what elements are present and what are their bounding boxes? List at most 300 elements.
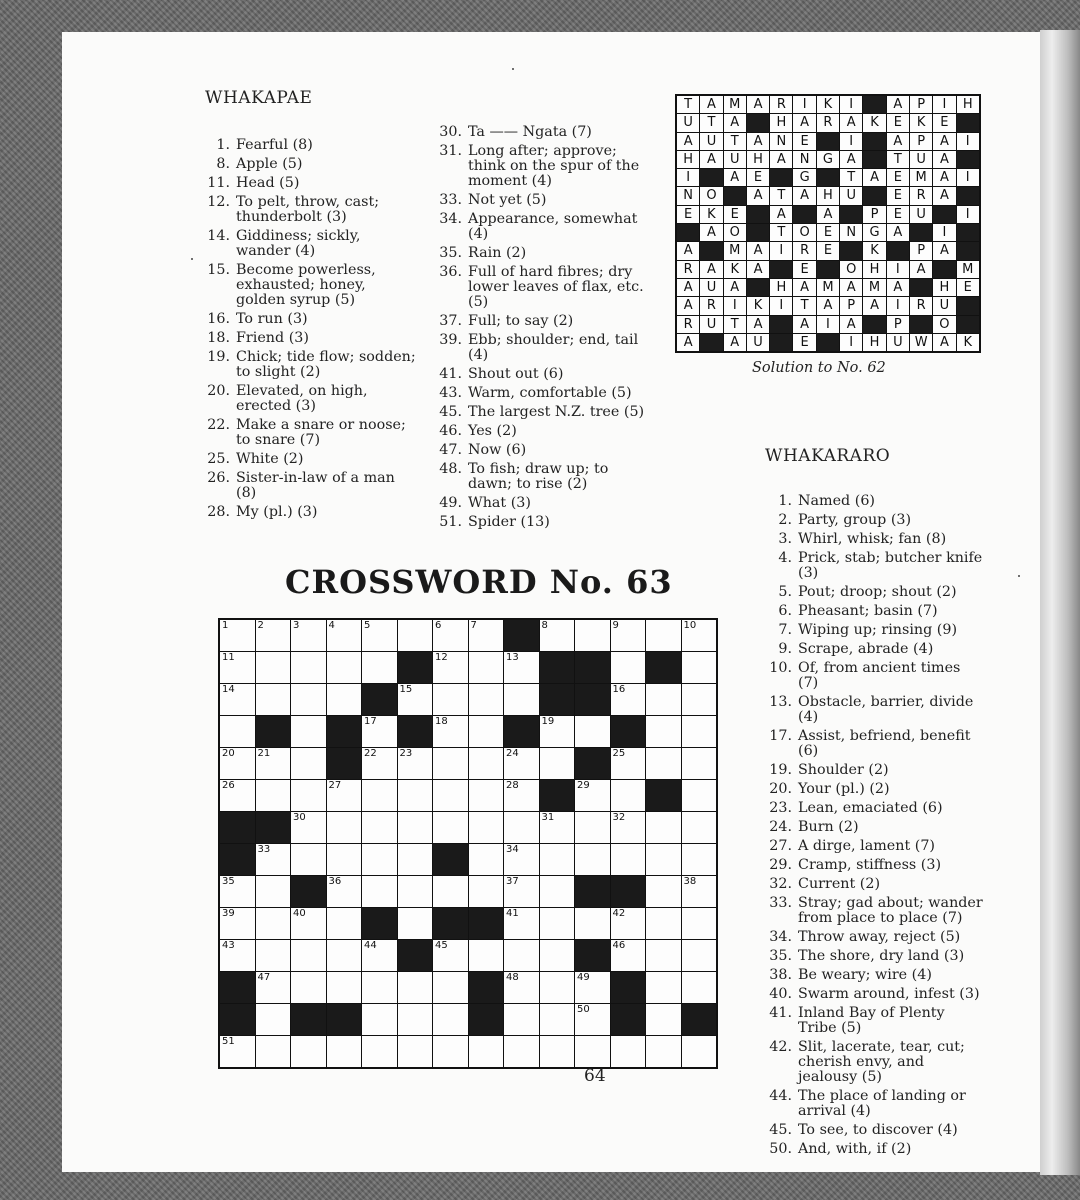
grid-cell[interactable] (504, 748, 539, 779)
grid-cell[interactable] (327, 812, 362, 843)
solution-cell: K (910, 114, 932, 131)
grid-cell-number: 25 (612, 748, 626, 759)
grid-cell[interactable] (327, 844, 362, 875)
clue-item (762, 782, 984, 797)
solution-cell: A (747, 133, 769, 150)
clue-text: Be weary; wire (4) (798, 967, 932, 983)
grid-cell-black (327, 1004, 362, 1035)
grid-cell[interactable] (575, 812, 610, 843)
grid-cell[interactable] (611, 620, 646, 651)
solution-cell-black (747, 206, 769, 223)
solution-cell: A (887, 224, 909, 241)
grid-cell[interactable] (433, 716, 468, 747)
grid-cell[interactable] (575, 1036, 610, 1067)
grid-cell[interactable] (327, 876, 362, 907)
grid-cell[interactable] (611, 1036, 646, 1067)
grid-cell[interactable] (504, 812, 539, 843)
grid-cell[interactable] (291, 716, 326, 747)
solution-cell: U (700, 133, 722, 150)
grid-cell-number: 32 (612, 812, 626, 823)
grid-cell[interactable] (504, 780, 539, 811)
grid-cell-black (611, 876, 646, 907)
grid-cell-number: 3 (293, 620, 300, 631)
clue-text: What (3) (468, 495, 531, 511)
grid-cell[interactable] (362, 780, 397, 811)
grid-cell-black (398, 716, 433, 747)
grid-cell[interactable] (469, 652, 504, 683)
crossword-grid (218, 618, 718, 1069)
clue-text: Full of hard fibres; dry lower leaves of flax, etc. (5) (468, 264, 644, 310)
grid-cell-number: 34 (506, 844, 519, 855)
solution-cell: I (724, 297, 746, 314)
grid-cell[interactable] (682, 620, 717, 651)
grid-cell-number: 49 (577, 972, 590, 983)
solution-cell: A (700, 96, 722, 113)
grid-cell[interactable] (646, 1004, 681, 1035)
solution-cell: I (957, 133, 979, 150)
grid-cell[interactable] (362, 940, 397, 971)
grid-cell[interactable] (433, 1004, 468, 1035)
grid-cell[interactable] (540, 1036, 575, 1067)
grid-cell[interactable] (291, 1036, 326, 1067)
clue-text: Chick; tide flow; sodden; to slight (2) (236, 349, 416, 380)
grid-cell[interactable] (362, 748, 397, 779)
solution-cell-black (957, 187, 979, 204)
grid-cell-number: 17 (364, 716, 377, 727)
grid-cell[interactable] (327, 1036, 362, 1067)
clue-number: 19. (207, 349, 230, 365)
grid-cell[interactable] (575, 972, 610, 1003)
solution-cell-black (957, 114, 979, 131)
solution-cell-black (677, 224, 699, 241)
grid-cell-number: 5 (364, 620, 371, 631)
grid-cell[interactable] (504, 844, 539, 875)
grid-cell[interactable] (291, 620, 326, 651)
clue-item (762, 820, 984, 835)
grid-cell[interactable] (256, 684, 291, 715)
grid-cell[interactable] (575, 620, 610, 651)
grid-cell[interactable] (398, 780, 433, 811)
grid-cell-number: 41 (506, 908, 519, 919)
grid-cell[interactable] (256, 652, 291, 683)
grid-cell[interactable] (220, 716, 255, 747)
grid-cell[interactable] (362, 652, 397, 683)
grid-cell[interactable] (398, 972, 433, 1003)
grid-cell[interactable] (256, 1036, 291, 1067)
grid-cell[interactable] (611, 780, 646, 811)
solution-cell: A (747, 316, 769, 333)
grid-cell[interactable] (327, 908, 362, 939)
clue-item (762, 968, 984, 983)
solution-cell: E (887, 114, 909, 131)
grid-cell[interactable] (327, 940, 362, 971)
solution-cell: R (770, 96, 792, 113)
grid-cell[interactable] (682, 652, 717, 683)
grid-cell[interactable] (291, 812, 326, 843)
grid-cell[interactable] (398, 844, 433, 875)
grid-cell[interactable] (291, 972, 326, 1003)
solution-cell: O (933, 316, 955, 333)
grid-cell[interactable] (540, 876, 575, 907)
clue-number: 13. (769, 694, 792, 710)
clue-item (200, 452, 418, 467)
clue-item (200, 138, 418, 153)
clue-text: Not yet (5) (468, 192, 547, 208)
solution-cell: M (910, 169, 932, 186)
grid-cell[interactable] (575, 1004, 610, 1035)
clue-item (432, 443, 650, 458)
solution-cell-black (957, 151, 979, 168)
grid-cell-number: 8 (541, 620, 548, 631)
clue-text: Full; to say (2) (468, 313, 574, 329)
grid-cell[interactable] (469, 812, 504, 843)
grid-cell[interactable] (540, 716, 575, 747)
clue-number: 8. (216, 156, 230, 172)
grid-cell[interactable] (398, 620, 433, 651)
grid-cell[interactable] (398, 1036, 433, 1067)
solution-cell: H (770, 114, 792, 131)
grid-cell[interactable] (575, 780, 610, 811)
grid-cell[interactable] (646, 908, 681, 939)
solution-cell: A (793, 187, 815, 204)
grid-cell-number: 44 (364, 940, 377, 951)
grid-cell[interactable] (611, 748, 646, 779)
grid-cell[interactable] (504, 684, 539, 715)
clue-number: 29. (769, 857, 792, 873)
grid-cell[interactable] (398, 876, 433, 907)
grid-cell-black (504, 620, 539, 651)
solution-cell: A (700, 261, 722, 278)
grid-cell[interactable] (256, 908, 291, 939)
grid-cell[interactable] (362, 844, 397, 875)
grid-cell[interactable] (646, 1036, 681, 1067)
clue-text: Pout; droop; shout (2) (798, 584, 957, 600)
solution-cell: K (957, 334, 979, 351)
grid-cell[interactable] (469, 1036, 504, 1067)
grid-cell[interactable] (220, 908, 255, 939)
grid-cell[interactable] (469, 716, 504, 747)
grid-cell[interactable] (682, 876, 717, 907)
solution-cell: H (957, 96, 979, 113)
clue-item (762, 930, 984, 945)
solution-cell-black (793, 206, 815, 223)
solution-cell: A (677, 334, 699, 351)
solution-cell: A (863, 169, 885, 186)
clue-item (432, 367, 650, 382)
grid-cell[interactable] (504, 1004, 539, 1035)
grid-cell[interactable] (540, 940, 575, 971)
grid-cell[interactable] (646, 620, 681, 651)
grid-cell[interactable] (362, 972, 397, 1003)
grid-cell-number: 13 (506, 652, 519, 663)
clue-text: Giddiness; sickly, wander (4) (236, 228, 361, 259)
clue-item (762, 623, 984, 638)
grid-cell[interactable] (646, 972, 681, 1003)
grid-cell[interactable] (611, 652, 646, 683)
grid-cell-number: 31 (541, 812, 555, 823)
grid-cell-black (362, 684, 397, 715)
clue-number: 20. (769, 781, 792, 797)
grid-cell[interactable] (682, 716, 717, 747)
clue-item (762, 642, 984, 657)
grid-cell[interactable] (469, 876, 504, 907)
grid-cell[interactable] (362, 620, 397, 651)
solution-cell: A (793, 114, 815, 131)
clue-text: Current (2) (798, 876, 881, 892)
grid-cell[interactable] (433, 812, 468, 843)
grid-cell[interactable] (220, 1036, 255, 1067)
grid-cell[interactable] (540, 620, 575, 651)
grid-cell[interactable] (433, 972, 468, 1003)
grid-cell-number: 22 (364, 748, 377, 759)
grid-cell[interactable] (540, 1004, 575, 1035)
grid-cell[interactable] (362, 812, 397, 843)
grid-cell[interactable] (575, 716, 610, 747)
grid-cell[interactable] (291, 684, 326, 715)
grid-cell[interactable] (469, 780, 504, 811)
grid-cell[interactable] (362, 716, 397, 747)
grid-cell-number: 1 (222, 620, 229, 631)
grid-cell[interactable] (504, 940, 539, 971)
clue-text: Shout out (6) (468, 366, 564, 382)
grid-cell[interactable] (398, 684, 433, 715)
solution-cell: K (747, 297, 769, 314)
grid-cell[interactable] (327, 620, 362, 651)
grid-cell[interactable] (575, 844, 610, 875)
grid-cell[interactable] (575, 908, 610, 939)
clue-number: 35. (769, 948, 792, 964)
solution-cell-black (817, 334, 839, 351)
grid-cell[interactable] (398, 1004, 433, 1035)
grid-cell[interactable] (362, 1004, 397, 1035)
grid-cell[interactable] (291, 748, 326, 779)
grid-cell[interactable] (327, 684, 362, 715)
grid-cell[interactable] (611, 812, 646, 843)
clue-text: Stray; gad about; wander from place to place (7) (798, 895, 983, 926)
grid-cell[interactable] (433, 940, 468, 971)
solution-cell-black (840, 242, 862, 259)
grid-cell[interactable] (611, 684, 646, 715)
grid-cell[interactable] (646, 716, 681, 747)
grid-cell[interactable] (256, 940, 291, 971)
grid-cell-black (575, 684, 610, 715)
grid-cell[interactable] (433, 748, 468, 779)
solution-cell: A (724, 279, 746, 296)
solution-cell: K (863, 114, 885, 131)
grid-cell[interactable] (291, 844, 326, 875)
solution-cell: H (677, 151, 699, 168)
grid-cell[interactable] (433, 620, 468, 651)
grid-cell[interactable] (220, 620, 255, 651)
clue-number: 35. (439, 245, 462, 261)
solution-cell: A (747, 261, 769, 278)
solution-cell: I (677, 169, 699, 186)
grid-cell[interactable] (469, 684, 504, 715)
grid-cell[interactable] (682, 748, 717, 779)
grid-cell[interactable] (327, 652, 362, 683)
grid-cell[interactable] (256, 748, 291, 779)
solution-cell: A (933, 169, 955, 186)
solution-cell: U (910, 151, 932, 168)
clue-text: Throw away, reject (5) (798, 929, 961, 945)
grid-cell[interactable] (327, 780, 362, 811)
clue-text: Spider (13) (468, 514, 550, 530)
grid-cell[interactable] (682, 684, 717, 715)
grid-cell[interactable] (398, 748, 433, 779)
grid-cell[interactable] (291, 940, 326, 971)
grid-cell[interactable] (398, 812, 433, 843)
grid-cell[interactable] (540, 908, 575, 939)
grid-cell[interactable] (433, 876, 468, 907)
grid-cell[interactable] (220, 876, 255, 907)
grid-cell-black (611, 1004, 646, 1035)
grid-cell[interactable] (504, 908, 539, 939)
grid-cell[interactable] (682, 908, 717, 939)
grid-cell[interactable] (291, 652, 326, 683)
solution-cell: R (817, 114, 839, 131)
clue-text: Slit, lacerate, tear, cut; cherish envy, and jealousy (5) (798, 1039, 965, 1085)
solution-cell: W (910, 334, 932, 351)
grid-cell[interactable] (469, 844, 504, 875)
grid-cell[interactable] (256, 876, 291, 907)
solution-cell: R (677, 261, 699, 278)
solution-cell-black (700, 169, 722, 186)
solution-cell: R (910, 187, 932, 204)
clue-item (432, 405, 650, 420)
grid-cell[interactable] (220, 940, 255, 971)
grid-cell[interactable] (256, 620, 291, 651)
grid-cell[interactable] (256, 780, 291, 811)
grid-cell[interactable] (433, 652, 468, 683)
grid-cell[interactable] (504, 1036, 539, 1067)
clue-number: 22. (207, 417, 230, 433)
grid-cell[interactable] (540, 972, 575, 1003)
grid-cell[interactable] (327, 972, 362, 1003)
solution-cell: A (724, 114, 746, 131)
grid-cell[interactable] (398, 908, 433, 939)
clue-item (200, 312, 418, 327)
grid-cell[interactable] (611, 940, 646, 971)
solution-cell: T (887, 151, 909, 168)
clue-item (200, 229, 418, 259)
clue-item (432, 462, 650, 492)
grid-cell[interactable] (504, 876, 539, 907)
clue-text: Pheasant; basin (7) (798, 603, 938, 619)
grid-cell[interactable] (504, 972, 539, 1003)
grid-cell[interactable] (220, 652, 255, 683)
grid-cell[interactable] (362, 876, 397, 907)
clue-item (432, 424, 650, 439)
grid-cell-number: 33 (257, 844, 271, 855)
solution-cell: I (840, 133, 862, 150)
solution-cell-black (957, 224, 979, 241)
clue-item (432, 496, 650, 511)
grid-cell[interactable] (540, 812, 575, 843)
clue-text: Make a snare or noose; to snare (7) (236, 417, 406, 448)
clue-text: Wiping up; rinsing (9) (798, 622, 958, 638)
grid-cell[interactable] (646, 844, 681, 875)
solution-cell: A (887, 133, 909, 150)
grid-cell[interactable] (433, 684, 468, 715)
grid-cell[interactable] (433, 780, 468, 811)
solution-cell: A (910, 261, 932, 278)
grid-cell[interactable] (220, 684, 255, 715)
grid-cell[interactable] (646, 748, 681, 779)
grid-cell[interactable] (682, 844, 717, 875)
clue-number: 26. (207, 470, 230, 486)
grid-cell-black (220, 812, 255, 843)
grid-cell[interactable] (646, 940, 681, 971)
grid-cell[interactable] (540, 844, 575, 875)
grid-cell-number: 42 (612, 908, 626, 919)
grid-cell[interactable] (256, 844, 291, 875)
grid-cell[interactable] (682, 812, 717, 843)
grid-cell-black (540, 684, 575, 715)
grid-cell-black (327, 716, 362, 747)
solution-cell: O (700, 187, 722, 204)
grid-cell[interactable] (682, 940, 717, 971)
grid-cell[interactable] (682, 1036, 717, 1067)
grid-cell[interactable] (433, 1036, 468, 1067)
solution-cell: A (817, 206, 839, 223)
clue-text: Swarm around, infest (3) (798, 986, 980, 1002)
grid-cell-number: 30 (293, 812, 306, 823)
grid-cell[interactable] (469, 940, 504, 971)
grid-cell[interactable] (611, 908, 646, 939)
clue-item (762, 604, 984, 619)
clue-number: 31. (439, 143, 462, 159)
grid-cell-number: 23 (399, 748, 413, 759)
facing-page-edge (1040, 30, 1080, 1175)
clue-number: 28. (207, 504, 230, 520)
grid-cell[interactable] (220, 748, 255, 779)
solution-cell: A (724, 334, 746, 351)
grid-cell[interactable] (291, 908, 326, 939)
grid-cell-number: 27 (328, 780, 342, 791)
grid-cell[interactable] (682, 780, 717, 811)
grid-cell[interactable] (291, 780, 326, 811)
grid-cell-black (575, 748, 610, 779)
solution-cell: A (770, 206, 792, 223)
grid-cell[interactable] (469, 748, 504, 779)
clue-number: 36. (439, 264, 462, 280)
solution-cell: I (933, 224, 955, 241)
grid-cell[interactable] (540, 748, 575, 779)
solution-cell: A (933, 151, 955, 168)
grid-cell[interactable] (611, 844, 646, 875)
grid-cell[interactable] (362, 1036, 397, 1067)
solution-cell: A (677, 279, 699, 296)
clue-number: 45. (439, 404, 462, 420)
grid-cell[interactable] (646, 684, 681, 715)
grid-cell[interactable] (646, 812, 681, 843)
grid-cell[interactable] (646, 876, 681, 907)
clue-text: The place of landing or arrival (4) (798, 1088, 966, 1119)
clue-item (200, 331, 418, 346)
solution-cell: N (793, 151, 815, 168)
clue-text: Whirl, whisk; fan (8) (798, 531, 947, 547)
grid-cell[interactable] (504, 652, 539, 683)
grid-cell[interactable] (256, 1004, 291, 1035)
clue-item (432, 125, 650, 140)
grid-cell[interactable] (256, 972, 291, 1003)
grid-cell[interactable] (682, 972, 717, 1003)
solution-cell: K (700, 206, 722, 223)
clue-item (762, 494, 984, 509)
grid-cell[interactable] (469, 620, 504, 651)
grid-cell[interactable] (220, 780, 255, 811)
solution-cell: A (677, 297, 699, 314)
